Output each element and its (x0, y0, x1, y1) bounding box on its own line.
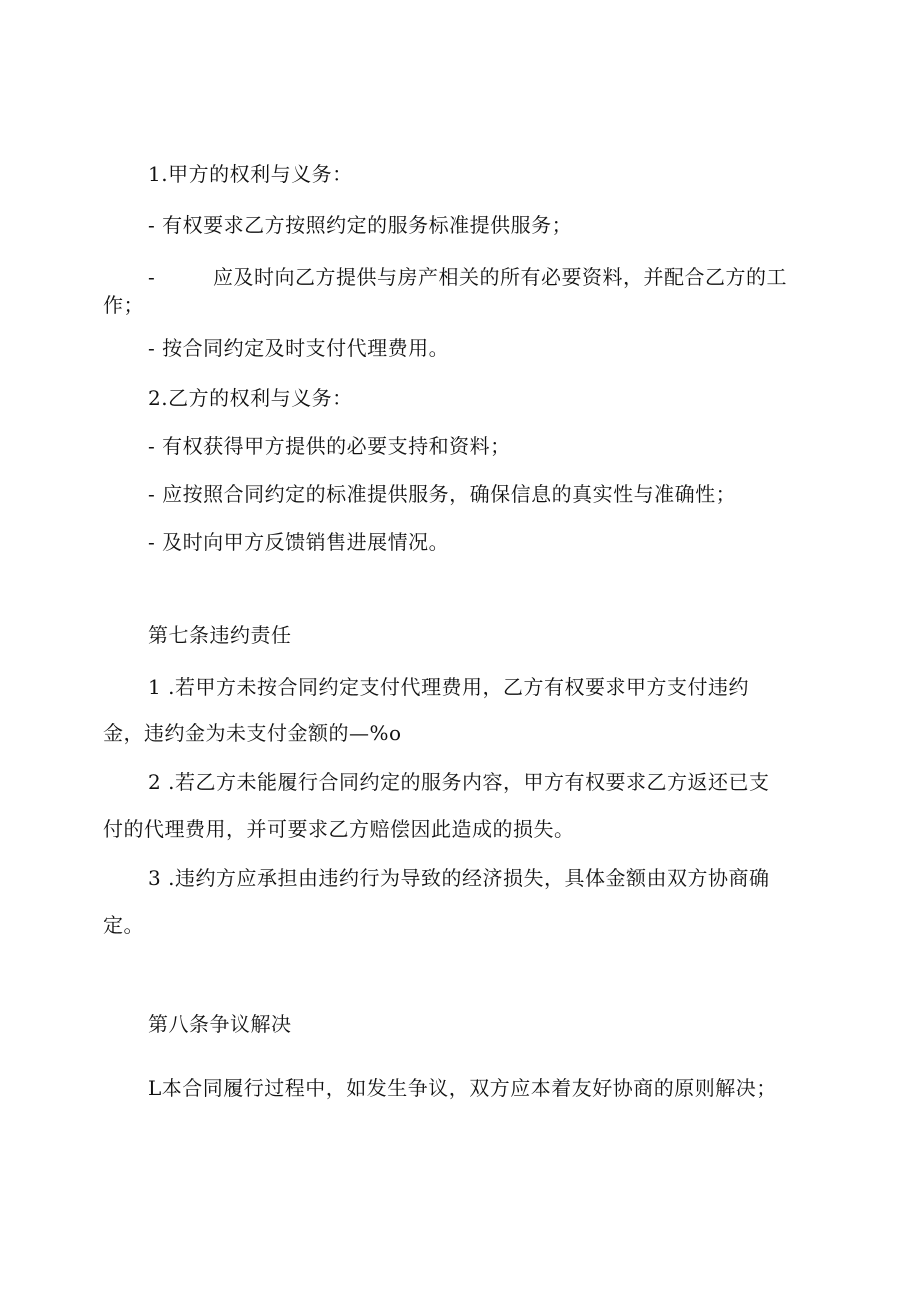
party-b-item-1: - 有权获得甲方提供的必要支持和资料； (148, 434, 511, 458)
party-b-item-2: - 应按照合同约定的标准提供服务，确保信息的真实性与准确性； (148, 482, 737, 506)
article7-clause-2-line-2: 付的代理费用，并可要求乙方赔偿因此造成的损失。 (103, 817, 575, 841)
article7-clause-1-line-2: 金，违约金为未支付金额的—%o (103, 721, 402, 745)
party-b-heading: 2.乙方的权利与义务： (148, 386, 353, 410)
party-a-item-2-cont: 作； (103, 293, 144, 317)
article8-clause-1: L本合同履行过程中，如发生争议，双方应本着友好协商的原则解决； (148, 1076, 777, 1100)
party-a-item-3: - 按合同约定及时支付代理费用。 (148, 336, 450, 360)
party-b-item-3: - 及时向甲方反馈销售进展情况。 (148, 530, 450, 554)
article7-clause-2-line-1: 2 .若乙方未能履行合同约定的服务内容，甲方有权要求乙方返还已支 (148, 770, 770, 794)
article7-clause-3-line-2: 定。 (103, 913, 144, 937)
party-a-heading: 1.甲方的权利与义务： (148, 162, 353, 186)
party-a-item-2-dash: - (148, 265, 156, 289)
article7-clause-3-line-1: 3 .违约方应承担由违约行为导致的经济损失，具体金额由双方协商确 (148, 866, 770, 890)
article7-title: 第七条违约责任 (148, 623, 292, 647)
party-a-item-2-text: 应及时向乙方提供与房产相关的所有必要资料，并配合乙方的工 (213, 265, 787, 289)
article7-clause-1-line-1: 1 .若甲方未按合同约定支付代理费用，乙方有权要求甲方支付违约 (148, 675, 749, 699)
article8-title: 第八条争议解决 (148, 1012, 292, 1036)
party-a-item-1: - 有权要求乙方按照约定的服务标准提供服务； (148, 213, 573, 237)
